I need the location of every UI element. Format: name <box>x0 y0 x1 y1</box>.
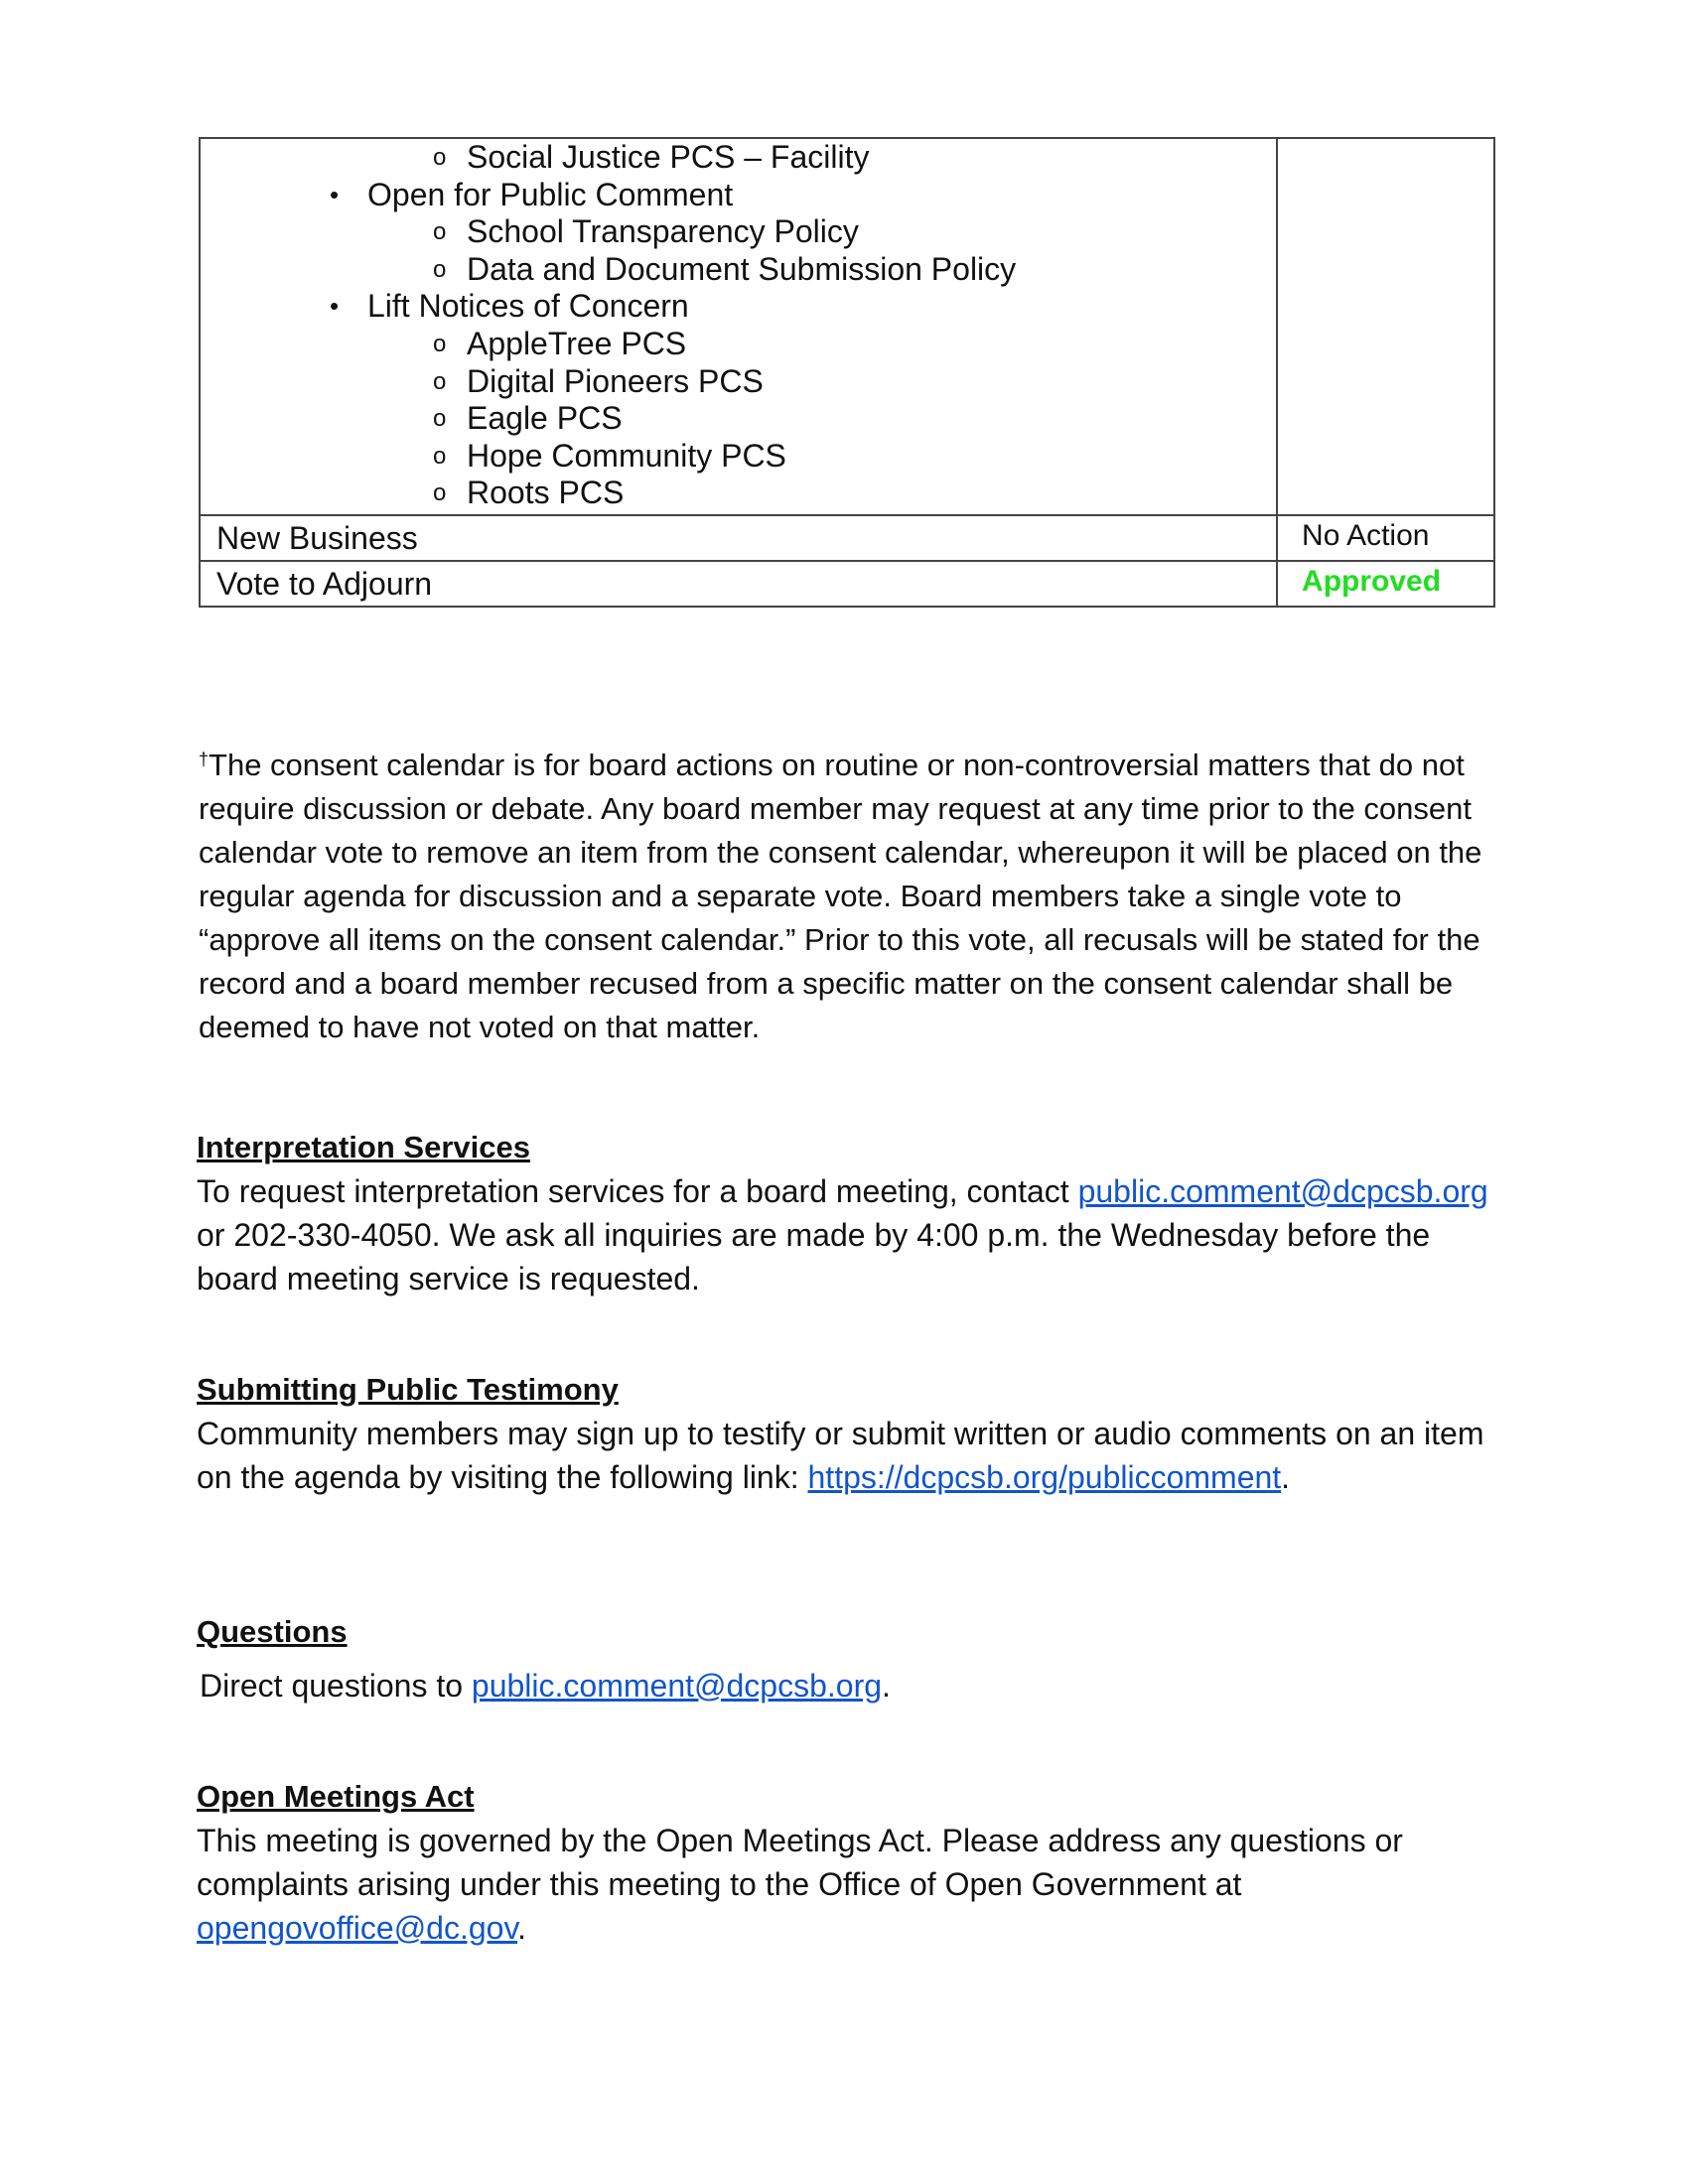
testimony-heading: Submitting Public Testimony <box>197 1372 619 1407</box>
list-item-text: AppleTree PCS <box>467 325 687 361</box>
list-item <box>216 139 1276 177</box>
list-item-text: Data and Document Submission Policy <box>467 250 1017 287</box>
list-item <box>216 326 1276 363</box>
list-item-text: Social Justice PCS – Facility <box>467 139 870 175</box>
questions-email-link[interactable]: public.comment@dcpcsb.org <box>471 1668 883 1704</box>
agenda-item-new-business: New Business <box>200 515 1277 561</box>
table-row <box>200 561 1494 607</box>
list-item <box>216 213 1276 251</box>
dagger-mark: † <box>199 750 210 769</box>
open-meetings-text: This meeting is governed by the Open Meetings Act. Please address any questions or complaints arising under this meeting to the Office of Open Government at opengovoffice@dc.gov. <box>197 1823 1403 1946</box>
questions-section <box>197 1610 1507 1707</box>
testimony-section <box>197 1368 1507 1499</box>
questions-text: Direct questions to public.comment@dcpcsb.org. <box>200 1668 891 1704</box>
interpretation-text: To request interpretation services for a board meeting, contact public.comment@dcpcsb.org or 202-330-4050. We ask all inquiries are made by 4:00 p.m. the Wednesday before the board meeting service is requested. <box>197 1173 1488 1297</box>
agenda-item-cell <box>200 138 1277 515</box>
list-item-text: School Transparency Policy <box>467 213 859 250</box>
table-row <box>200 515 1494 561</box>
open-meetings-heading: Open Meetings Act <box>197 1779 475 1814</box>
list-item <box>216 400 1276 438</box>
bullet-dot-icon: • <box>330 291 340 322</box>
bullet-circle-icon: o <box>433 367 447 395</box>
list-item <box>216 438 1276 476</box>
consent-calendar-footnote <box>199 744 1509 1049</box>
list-item-text: Open for Public Comment <box>367 176 734 212</box>
list-item-text: Lift Notices of Concern <box>367 288 689 325</box>
list-item-text: Digital Pioneers PCS <box>467 362 764 399</box>
open-meetings-section <box>197 1775 1507 1950</box>
agenda-action-approved: Approved <box>1277 561 1494 607</box>
list-item <box>216 475 1276 512</box>
footnote-text: The consent calendar is for board actions on routine or non-controversial matters that do not require discussion or debate. Any board member may request at any time prior to the consent calendar vote to remove an item from the consent calendar, whereupon it will be placed on the regular agenda for discussion and a separate vote. Board members take a single vote to “approve all items on the consent calendar.” Prior to this vote, all recusals will be stated for the record and a board member recused from a specific matter on the consent calendar shall be deemed to have not voted on that matter. <box>199 748 1482 1044</box>
public-comment-link[interactable]: https://dcpcsb.org/publiccomment <box>807 1459 1282 1495</box>
list-item <box>216 251 1276 289</box>
interpretation-section <box>197 1126 1507 1300</box>
bullet-circle-icon: o <box>433 218 447 246</box>
bullet-circle-icon: o <box>433 144 447 171</box>
list-item-text: Roots PCS <box>467 475 625 511</box>
bullet-list <box>216 139 1276 512</box>
agenda-table <box>199 137 1495 608</box>
agenda-action-no-action: No Action <box>1277 515 1494 561</box>
bullet-circle-icon: o <box>433 442 447 470</box>
list-item-text: Hope Community PCS <box>467 437 786 474</box>
bullet-dot-icon: • <box>330 179 340 209</box>
list-item <box>216 177 1276 214</box>
list-item-text: Eagle PCS <box>467 400 623 437</box>
questions-heading: Questions <box>197 1614 348 1649</box>
bullet-circle-icon: o <box>433 255 447 283</box>
testimony-text: Community members may sign up to testify or submit written or audio comments on an item on the agenda by visiting the following link: https://dcpcsb.org/publiccomment. <box>197 1416 1484 1495</box>
list-item <box>216 363 1276 401</box>
bullet-circle-icon: o <box>433 479 447 507</box>
agenda-action-cell <box>1277 138 1494 515</box>
agenda-item-vote-to-adjourn: Vote to Adjourn <box>200 561 1277 607</box>
opengov-email-link[interactable]: opengovoffice@dc.gov <box>197 1910 518 1946</box>
list-item <box>216 288 1276 326</box>
interpretation-heading: Interpretation Services <box>197 1130 530 1164</box>
interpretation-email-link[interactable]: public.comment@dcpcsb.org <box>1077 1173 1488 1209</box>
bullet-circle-icon: o <box>433 405 447 433</box>
table-row <box>200 138 1494 515</box>
bullet-circle-icon: o <box>433 330 447 357</box>
